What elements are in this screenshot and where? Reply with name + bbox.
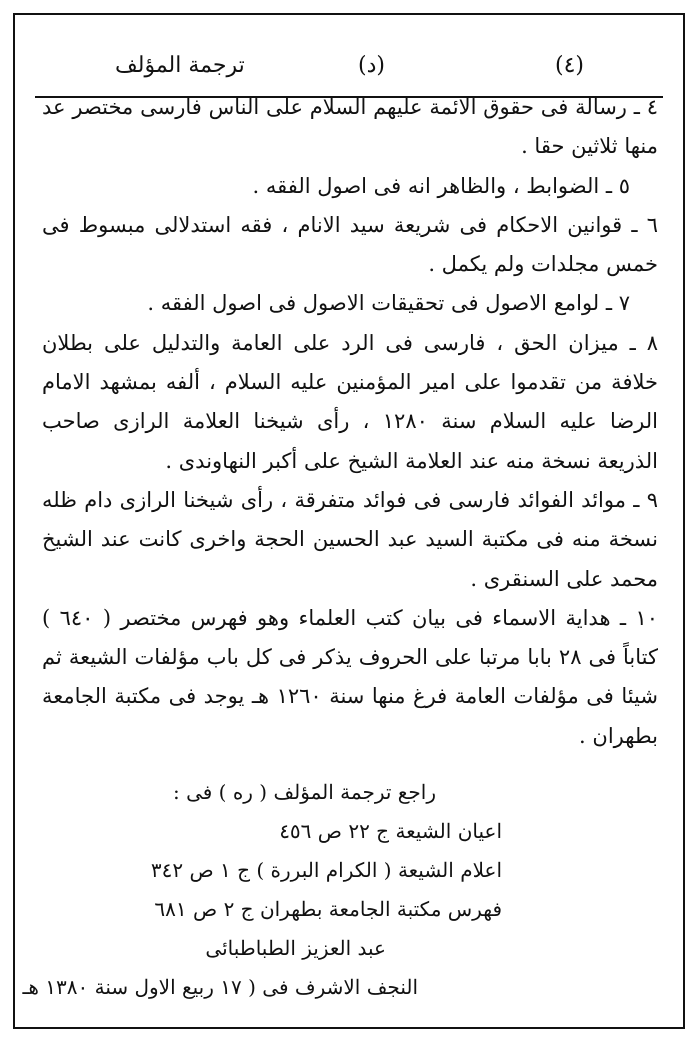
list-item: ٦ ـ قوانين الاحكام فى شريعة سيد الانام ، فقه استدلالى مبسوط فى خمس مجلدات ولم يكمل . (42, 212, 658, 277)
list-item: ٨ ـ ميزان الحق ، فارسى فى الرد على العامة والتدليل على بطلان خلافة من تقدموا على امير المؤمنين عليه السلام ، ألفه بمشهد الامام الرضا عليه السلام سنة ١٢٨٠ ، رأى شيخنا العلامة الرازى صاحب الذريعة نسخة منه عند العلامة الشيخ على أكبر النهاوندى . (42, 330, 658, 473)
page-number: (٤) (555, 53, 585, 78)
list-item: ١٠ ـ هداية الاسماء فى بيان كتب العلماء وهو فهرس مختصر ( ٦٤٠ ) كتاباً فى ٢٨ بابا مرتبا على الحروف يذكر فى كل باب مؤلفات الشيعة ثم شيئا فى مؤلفات العامة فرغ منها سنة ١٢٦٠ هـ يوجد فى مكتبة الجامعة بطهران . (42, 605, 659, 748)
references-block (22, 773, 658, 1007)
reference-item: اعلام الشيعة ( الكرام البررة ) ج ١ ص ٣٤٢ (150, 858, 502, 882)
list-item: ٤ ـ رسالة فى حقوق الائمة عليهم السلام على الناس فارسى مختصر عد منها ثلاثين حقا . (42, 95, 658, 159)
place-date: النجف الاشرف فى ( ١٧ ربيع الاول سنة ١٣٨٠ هـ (22, 975, 418, 999)
author-signature: عبد العزيز الطباطبائى (205, 936, 386, 960)
list-item: ٧ ـ لوامع الاصول فى تحقيقات الاصول فى اصول الفقه . (147, 291, 630, 316)
section-letter: (د) (358, 53, 385, 78)
list-item: ٥ ـ الضوابط ، والظاهر انه فى اصول الفقه . (252, 173, 630, 198)
running-title: ترجمة المؤلف (115, 53, 245, 78)
reference-item: اعيان الشيعة ج ٢٢ ص ٤٥٦ (279, 819, 502, 843)
reference-item: فهرس مكتبة الجامعة بطهران ج ٢ ص ٦٨١ (154, 897, 502, 921)
works-list (42, 88, 658, 756)
list-item: ٩ ـ موائد الفوائد فارسى فى فوائد متفرقة ، رأى شيخنا الرازى دام ظله نسخة منه فى مكتبة السيد عبد الحسين الحجة واخرى كانت عند الشيخ محمد على السنقرى . (42, 487, 658, 591)
references-heading: راجع ترجمة المؤلف ( ره ) فى : (172, 780, 436, 804)
page-header (15, 15, 683, 97)
